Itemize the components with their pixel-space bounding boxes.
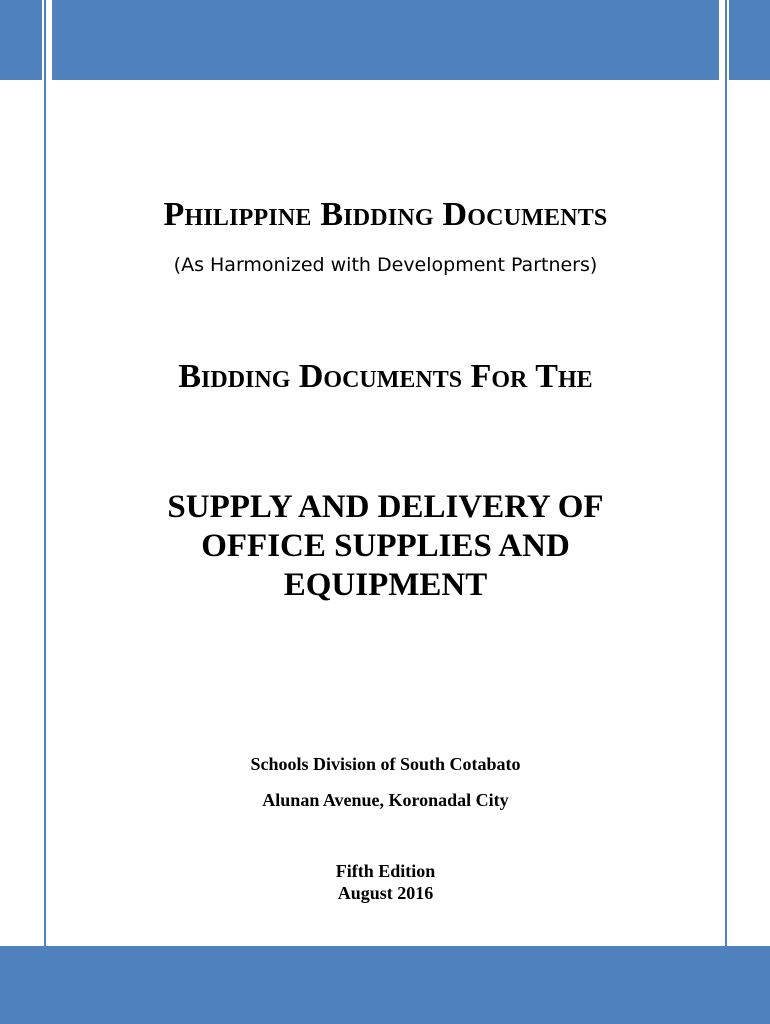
project-title: [52, 488, 719, 605]
right-vertical-rule: [725, 0, 727, 946]
bottom-band: [0, 946, 770, 1024]
project-title-line-2: OFFICE SUPPLIES AND: [201, 528, 570, 564]
top-left-band: [0, 0, 42, 80]
left-vertical-rule: [44, 0, 46, 946]
office-name: Schools Division of South Cotabato: [250, 754, 521, 774]
edition-label: Fifth Edition: [335, 861, 436, 881]
office-address: Alunan Avenue, Koronadal City: [262, 790, 509, 810]
top-center-band: [52, 0, 719, 80]
bidding-documents-heading: Bidding Documents For The: [178, 358, 593, 395]
project-title-line-1: SUPPLY AND DELIVERY OF: [167, 489, 604, 525]
top-right-band: [729, 0, 770, 80]
document-main-title: Philippine Bidding Documents: [163, 196, 608, 233]
project-title-line-3: EQUIPMENT: [283, 567, 488, 603]
publication-date: August 2016: [337, 883, 434, 903]
document-subtitle: (As Harmonized with Development Partners): [173, 254, 598, 276]
